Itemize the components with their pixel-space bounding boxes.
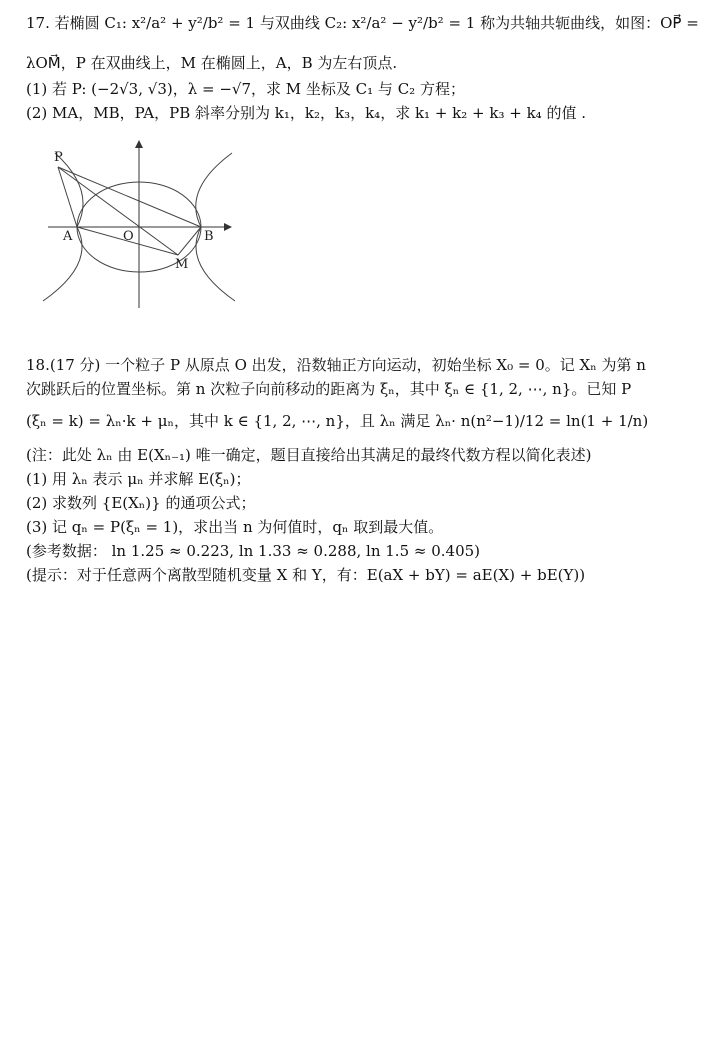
problem-17-statement-line-1: 17. 若椭圆 C₁: x²/a² + y²/b² = 1 与双曲线 C₂: x²/a² − y²/b² = 1 称为共轴共轭曲线，如图：OP⃗ = — [26, 14, 699, 32]
segment-M-B — [178, 227, 201, 255]
problem-18-question-2: (2) 求数列 {E(Xₙ)} 的通项公式； — [26, 494, 256, 512]
label-M: M — [175, 257, 189, 272]
problem-18-note: (注：此处 λₙ 由 E(Xₙ₋₁) 唯一确定，题目直接给出其满足的最终代数方程以简化表述) — [26, 446, 592, 464]
problem-18-reference-data: (参考数据： ln 1.25 ≈ 0.223, ln 1.33 ≈ 0.288, ln 1.5 ≈ 0.405) — [26, 542, 481, 560]
problem-17-question-2: (2) MA，MB，PA，PB 斜率分别为 k₁，k₂，k₃，k₄，求 k₁ + k₂ + k₃ + k₄ 的值 . — [26, 104, 586, 122]
problem-17-statement-line-2: λOM⃗，P 在双曲线上，M 在椭圆上，A，B 为左右顶点. — [26, 54, 398, 72]
label-P: P — [54, 150, 63, 165]
problem-18-statement-line-1: 18.(17 分) 一个粒子 P 从原点 O 出发，沿数轴正方向运动，初始坐标 X₀ = 0。记 Xₙ 为第 n — [26, 356, 646, 374]
problem-18-statement-line-3: (ξₙ = k) = λₙ·k + μₙ，其中 k ∈ {1, 2, ⋯, n}，且 λₙ 满足 λₙ· n(n²−1)/12 = ln(1 + 1/n) — [26, 412, 649, 430]
segment-P-M — [58, 167, 178, 255]
problem-18-hint: (提示：对于任意两个离散型随机变量 X 和 Y，有：E(aX + bY) = aE(X) + bE(Y)) — [26, 566, 586, 584]
ellipse-hyperbola-figure — [34, 138, 244, 308]
label-B: B — [204, 229, 214, 244]
problem-18-question-1: (1) 用 λₙ 表示 μₙ 并求解 E(ξₙ)； — [26, 470, 251, 488]
segment-P-B — [58, 167, 201, 227]
label-A: A — [63, 229, 73, 244]
problem-17-question-1: (1) 若 P: (−2√3, √3)，λ = −√7，求 M 坐标及 C₁ 与 C₂ 方程； — [26, 80, 465, 98]
problem-18-question-3: (3) 记 qₙ = P(ξₙ = 1)，求出当 n 为何值时，qₙ 取到最大值。 — [26, 518, 444, 536]
problem-18-statement-line-2: 次跳跃后的位置坐标。第 n 次粒子向前移动的距离为 ξₙ，其中 ξₙ ∈ {1, 2, ⋯, n}。已知 P — [26, 380, 632, 398]
label-O: O — [123, 229, 134, 244]
